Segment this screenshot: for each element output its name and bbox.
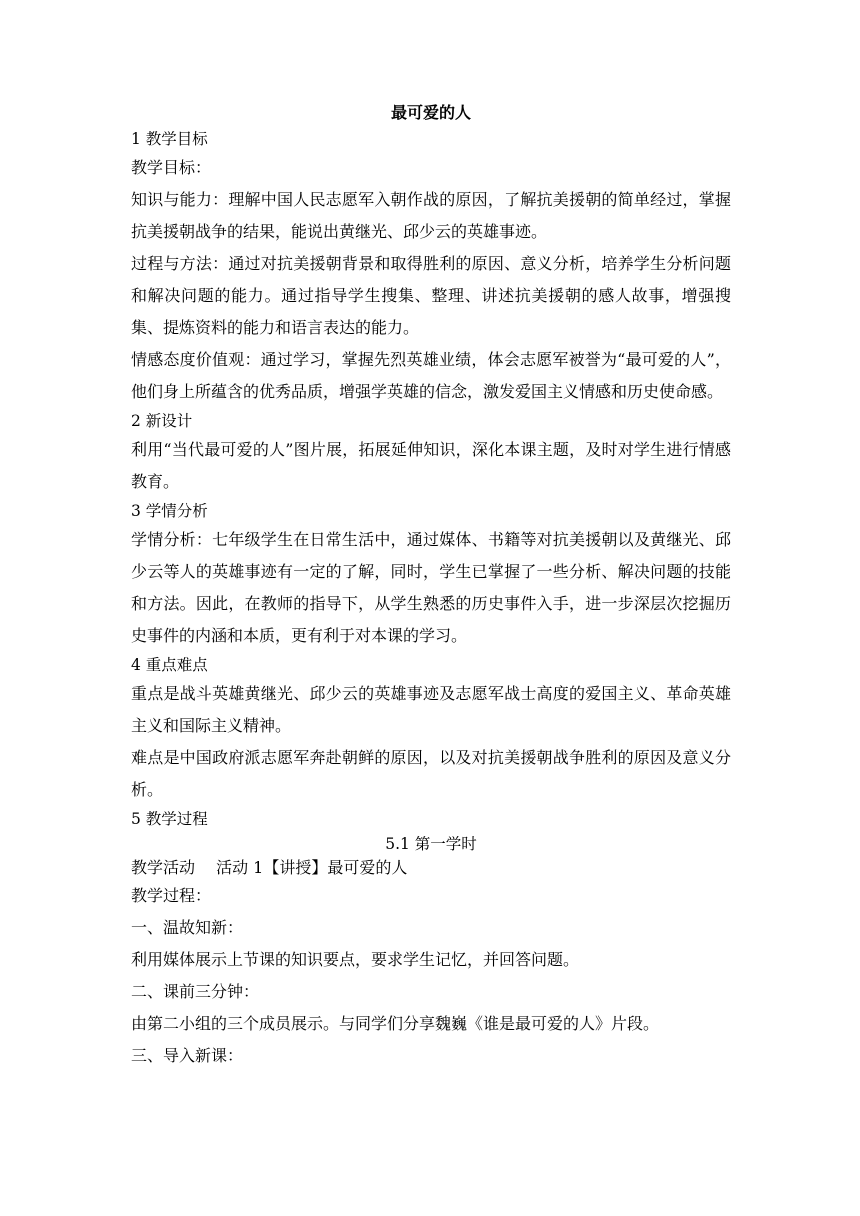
section-heading-teaching-goals: 1 教学目标 [131, 130, 208, 148]
section-heading-new-design: 2 新设计 [131, 412, 193, 430]
document-page [131, 100, 731, 1072]
document-title: 最可爱的人 [390, 103, 471, 122]
subsection-first-lesson: 5.1 第一学时 [385, 835, 477, 853]
paragraph-three-minutes-body: 由第二小组的三个成员展示。与同学们分享魏巍《谁是最可爱的人》片段。 [131, 1014, 660, 1033]
activity-line: 教学活动 活动 1【讲授】最可爱的人 [131, 858, 408, 877]
section-heading-student-analysis: 3 学情分析 [131, 502, 208, 520]
paragraph-difficult-point: 难点是中国政府派志愿军奔赴朝鲜的原因，以及对抗美援朝战争胜利的原因及意义分析。 [131, 748, 731, 799]
paragraph-process-label: 教学过程： [131, 886, 212, 905]
paragraph-process-method: 过程与方法：通过对抗美援朝背景和取得胜利的原因、意义分析，培养学生分析问题和解决问题的能力。通过指导学生搜集、整理、讲述抗美援朝的感人故事，增强搜集、提炼资料的能力和语言表达的能力。 [131, 254, 731, 337]
paragraph-review-heading: 一、温故知新： [131, 918, 244, 937]
paragraph-new-design: 利用“当代最可爱的人”图片展，拓展延伸知识，深化本课主题，及时对学生进行情感教育。 [131, 440, 731, 491]
paragraph-introduction-heading: 三、导入新课： [131, 1046, 244, 1065]
paragraph-goals-label: 教学目标： [131, 158, 212, 177]
paragraph-review-body: 利用媒体展示上节课的知识要点，要求学生记忆，并回答问题。 [131, 950, 580, 969]
paragraph-key-point: 重点是战斗英雄黄继光、邱少云的英雄事迹及志愿军战士高度的爱国主义、革命英雄主义和国际主义精神。 [131, 684, 731, 735]
paragraph-emotion-values: 情感态度价值观：通过学习，掌握先烈英雄业绩，体会志愿军被誉为“最可爱的人”，他们身上所蕴含的优秀品质，增强学英雄的信念，激发爱国主义情感和历史使命感。 [131, 350, 731, 401]
section-heading-teaching-process: 5 教学过程 [131, 810, 208, 828]
paragraph-three-minutes-heading: 二、课前三分钟： [131, 982, 260, 1001]
section-heading-key-points: 4 重点难点 [131, 656, 208, 674]
paragraph-knowledge-ability: 知识与能力：理解中国人民志愿军入朝作战的原因，了解抗美援朝的简单经过，掌握抗美援朝战争的结果，能说出黄继光、邱少云的英雄事迹。 [131, 190, 731, 241]
paragraph-student-analysis: 学情分析：七年级学生在日常生活中，通过媒体、书籍等对抗美援朝以及黄继光、邱少云等人的英雄事迹有一定的了解，同时，学生已掌握了一些分析、解决问题的技能和方法。因此，在教师的指导下，从学生熟悉的历史事件入手，进一步深层次挖掘历史事件的内涵和本质，更有利于对本课的学习。 [131, 530, 731, 645]
